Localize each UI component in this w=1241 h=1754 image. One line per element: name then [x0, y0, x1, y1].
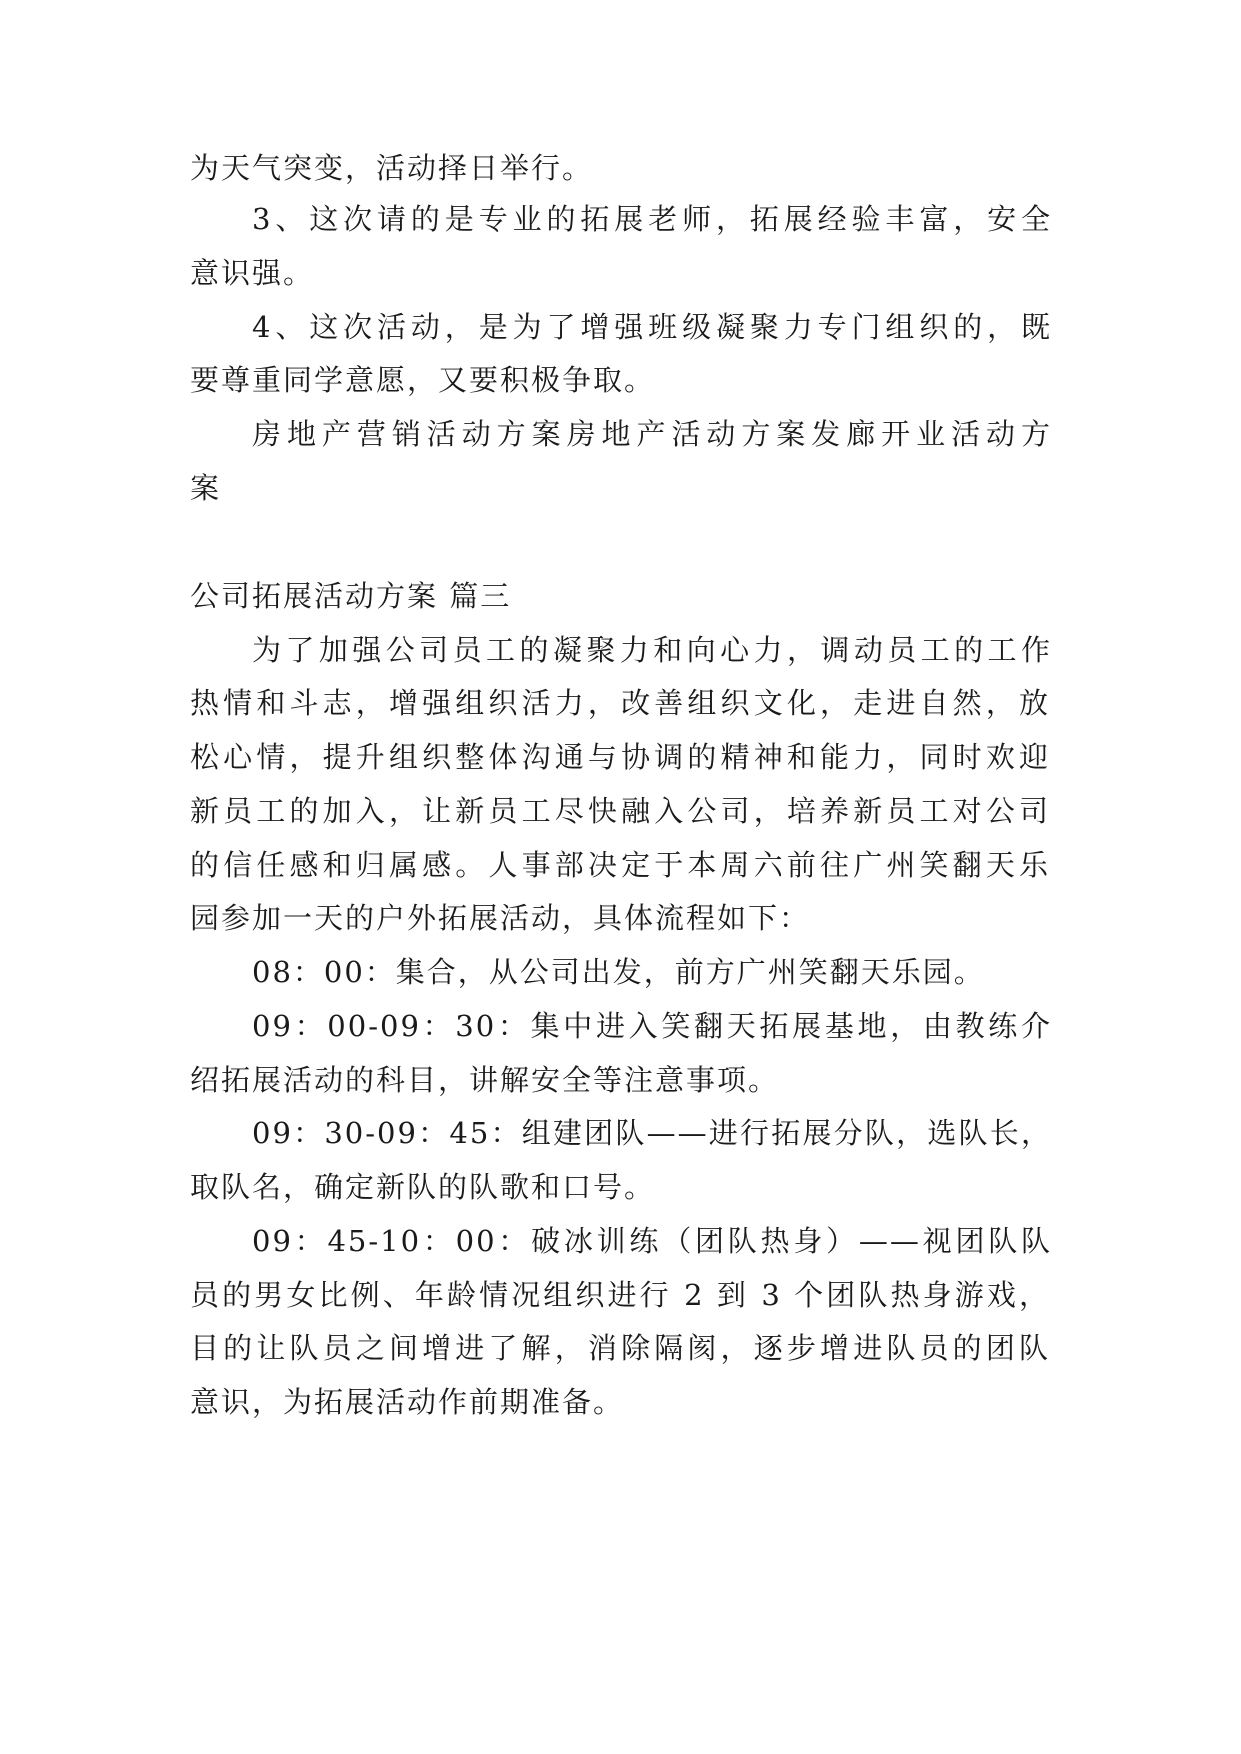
text-line: 热情和斗志，增强组织活力，改善组织文化，走进自然，放: [190, 686, 1050, 720]
text-line: 3、这次请的是专业的拓展老师，拓展经验丰富，安全: [252, 202, 1052, 236]
text-line: 房地产营销活动方案房地产活动方案发廊开业活动方: [252, 417, 1052, 451]
text-line: 4、这次活动，是为了增强班级凝聚力专门组织的，既: [252, 310, 1052, 344]
text-line: 08：00：集合，从公司出发，前方广州笑翻天乐园。: [252, 955, 985, 989]
text-line: 要尊重同学意愿，又要积极争取。: [190, 363, 656, 397]
text-line: 意识，为拓展活动作前期准备。: [190, 1385, 625, 1419]
text-line: 取队名，确定新队的队歌和口号。: [190, 1170, 656, 1204]
text-line: 09：00-09：30：集中进入笑翻天拓展基地，由教练介: [252, 1009, 1052, 1043]
text-line: 为天气突变，活动择日举行。: [190, 151, 594, 185]
text-line: 09：45-10：00：破冰训练（团队热身）——视团队队: [252, 1224, 1052, 1258]
text-line: 目的让队员之间增进了解，消除隔阂，逐步增进队员的团队: [190, 1331, 1050, 1365]
text-line: 员的男女比例、年龄情况组织进行 2 到 3 个团队热身游戏，: [190, 1278, 1050, 1312]
section-heading: 公司拓展活动方案 篇三: [190, 579, 512, 613]
text-line: 松心情，提升组织整体沟通与协调的精神和能力，同时欢迎: [190, 740, 1050, 774]
text-line: 意识强。: [190, 256, 315, 290]
text-line: 案: [190, 471, 222, 505]
text-line: 为了加强公司员工的凝聚力和向心力，调动员工的工作: [252, 633, 1052, 667]
text-line: 园参加一天的户外拓展活动，具体流程如下：: [190, 901, 811, 935]
text-line: 09：30-09：45：组建团队——进行拓展分队，选队长，: [252, 1116, 1052, 1150]
text-line: 绍拓展活动的科目，讲解安全等注意事项。: [190, 1063, 780, 1097]
text-line: 的信任感和归属感。人事部决定于本周六前往广州笑翻天乐: [190, 848, 1050, 882]
text-line: 新员工的加入，让新员工尽快融入公司，培养新员工对公司: [190, 794, 1050, 828]
